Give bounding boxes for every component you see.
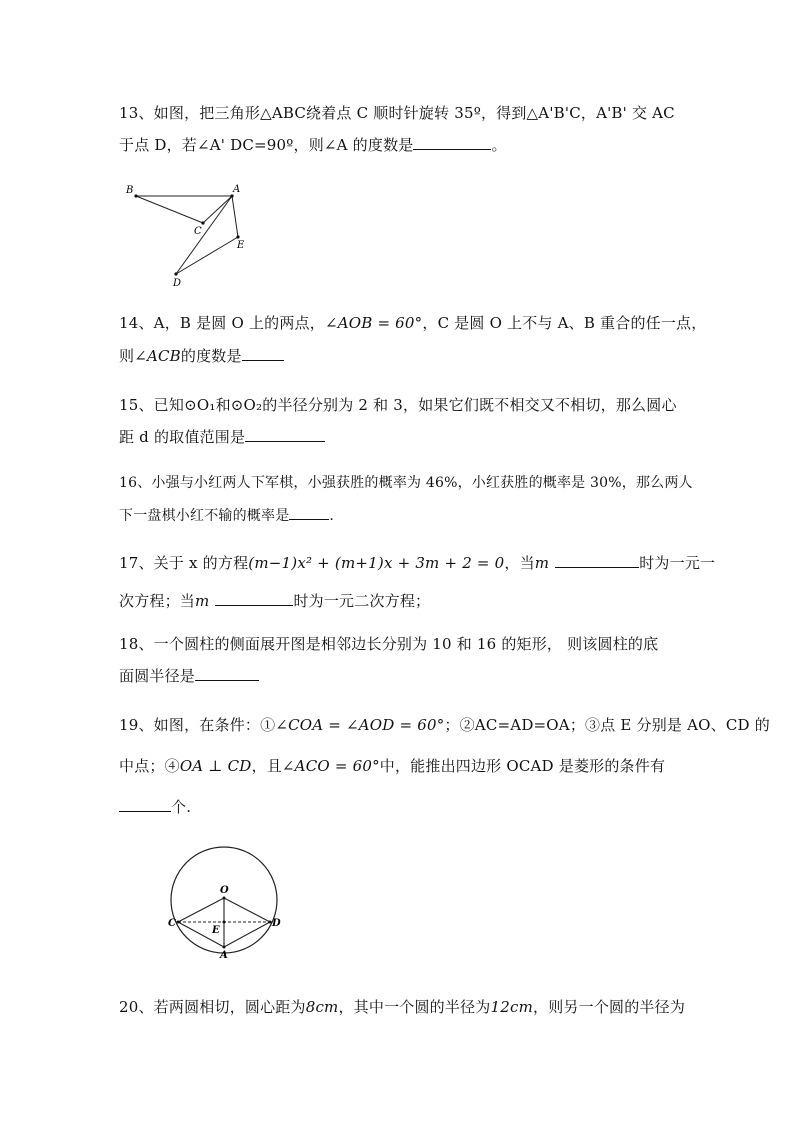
q17-line2-b: 时为一元二次方程； xyxy=(293,592,431,610)
q14-line1 xyxy=(119,314,706,332)
q13-label-b: B xyxy=(126,185,134,196)
q19-line1 xyxy=(119,716,770,734)
q19-line1-b: ；②AC=AD=OA；③点 E 分别是 AO、CD 的 xyxy=(444,716,770,734)
q19-line3-end: 个. xyxy=(171,798,192,816)
q19-perpendicular: OA ⊥ CD xyxy=(179,757,252,775)
q17-var-m: m xyxy=(534,554,550,572)
q20-line1-c: ，则另一个圆的半径为 xyxy=(533,998,686,1016)
q20-line1 xyxy=(119,998,685,1016)
answer-blank xyxy=(242,346,284,361)
q17-var-m2: m xyxy=(195,592,210,610)
q17-equation: (m−1)x² + (m+1)x + 3m + 2 = 0 xyxy=(248,554,505,572)
q17-line1-b: ，当 xyxy=(504,554,535,572)
q20-line1-a: 20、若两圆相切，圆心距为 xyxy=(119,998,306,1016)
q14-angle-aob: ∠AOB = 60° xyxy=(324,314,423,332)
q13-line2 xyxy=(119,135,507,154)
q19-line2-c: 中，能推出四边形 OCAD 是菱形的条件有 xyxy=(379,757,666,775)
q17-line1 xyxy=(119,553,715,572)
q19-label-d: D xyxy=(272,918,281,929)
q14-line2 xyxy=(119,346,284,365)
q14-line2-b: 的度数是 xyxy=(180,347,242,365)
q19-label-e: E xyxy=(212,925,220,936)
q15-line2 xyxy=(119,427,325,446)
q19-label-o: O xyxy=(220,885,229,896)
q15-line1: 15、已知⊙O₁和⊙O₂的半径分别为 2 和 3，如果它们既不相交又不相切，那么圆心 xyxy=(119,396,677,414)
q16-line2-end: . xyxy=(329,508,335,524)
q17-line1-c: 时为一元一 xyxy=(639,554,716,572)
q20-distance: 8cm xyxy=(305,998,339,1016)
q15-line2-text: 距 d 的取值范围是 xyxy=(119,428,246,446)
answer-blank xyxy=(555,553,639,568)
q17-line2 xyxy=(119,591,430,610)
q14-line1-b: ，C 是圆 O 上不与 A、B 重合的任一点， xyxy=(422,314,707,332)
q19-label-a: A xyxy=(220,950,228,961)
q14-line1-a: 14、A，B 是圆 O 上的两点， xyxy=(119,314,325,332)
answer-blank xyxy=(413,135,491,150)
answer-blank xyxy=(119,797,171,812)
q13-label-a: A xyxy=(233,184,241,195)
q13-line1: 13、如图，把三角形△ABC绕着点 C 顺时针旋转 35º，得到△A'B'C，A'B' 交 AC xyxy=(119,104,675,122)
q16-line2-text: 下一盘棋小红不输的概率是 xyxy=(119,508,290,524)
q16-line2 xyxy=(119,505,334,525)
q18-line1: 18、一个圆柱的侧面展开图是相邻边长分别为 10 和 16 的矩形， 则该圆柱的底 xyxy=(119,635,659,653)
q19-line2-b: ，且 xyxy=(251,757,282,775)
q14-line2-a: 则 xyxy=(119,347,135,365)
q13-label-d: D xyxy=(173,278,182,289)
q19-line1-a: 19、如图，在条件：① xyxy=(119,716,276,734)
q19-angle-aco: ∠ACO = 60° xyxy=(281,757,380,775)
q20-radius: 12cm xyxy=(490,998,534,1016)
q13-line2-text: 于点 D，若∠A' DC=90º，则∠A 的度数是 xyxy=(119,136,414,154)
q17-line2-a: 次方程；当 xyxy=(119,592,196,610)
answer-blank xyxy=(289,505,329,520)
q20-line1-b: ，其中一个圆的半径为 xyxy=(338,998,491,1016)
q19-angle-condition: ∠COA = ∠AOD = 60° xyxy=(275,716,445,734)
answer-blank xyxy=(195,666,259,681)
answer-blank xyxy=(245,427,325,442)
q13-label-c: C xyxy=(194,226,202,237)
q19-figure xyxy=(162,844,294,962)
q19-label-c: C xyxy=(168,918,176,929)
q18-line2-text: 面圆半径是 xyxy=(119,667,196,685)
q17-line1-a: 17、关于 x 的方程 xyxy=(119,554,249,572)
q13-figure xyxy=(122,180,262,292)
q13-line2-end: 。 xyxy=(491,136,507,154)
q19-line3 xyxy=(119,797,191,816)
q14-angle-acb: ∠ACB xyxy=(134,347,181,365)
q19-line2-a: 中点；④ xyxy=(119,757,180,775)
q16-line1: 16、小强与小红两人下军棋，小强获胜的概率为 46%，小红获胜的概率是 30%，那么两人 xyxy=(119,475,693,491)
q19-line2 xyxy=(119,757,665,775)
q13-label-e: E xyxy=(237,240,245,251)
q18-line2 xyxy=(119,666,259,685)
answer-blank xyxy=(215,591,293,606)
